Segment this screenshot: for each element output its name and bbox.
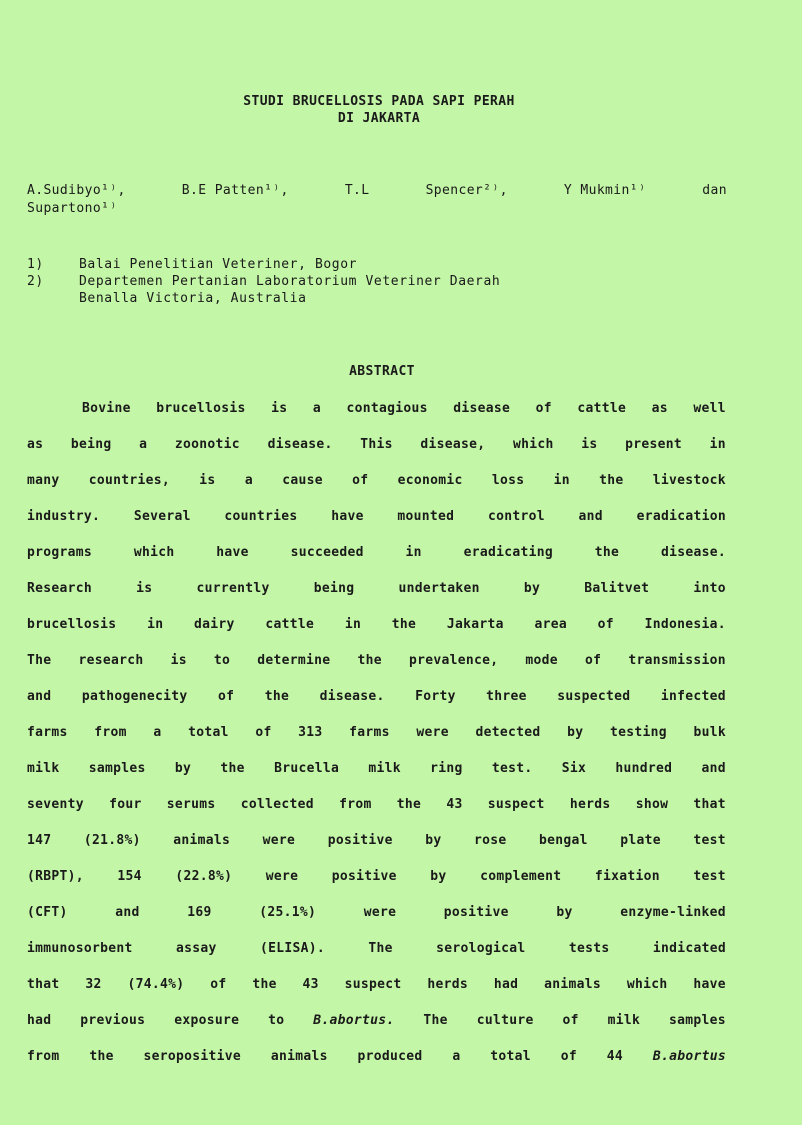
abstract-word: of — [217, 689, 235, 704]
abstract-line — [27, 869, 726, 884]
author-spencer-initials: T.L — [344, 183, 370, 198]
abstract-word: the — [594, 545, 620, 560]
abstract-word: test. — [491, 761, 533, 776]
abstract-word: of — [597, 617, 614, 632]
abstract-word: animals — [173, 833, 231, 848]
abstract-word: detected — [475, 725, 541, 740]
abstract-word: pathogenecity — [81, 689, 188, 704]
abstract-word: Research — [27, 581, 93, 596]
abstract-word: prevalence, — [408, 653, 499, 668]
abstract-word: Jakarta — [446, 617, 504, 632]
abstract-word: the — [357, 653, 382, 668]
abstract-word: 313 — [298, 725, 323, 740]
author-sudibyo: A.Sudibyo¹⁾, — [27, 183, 126, 198]
abstract-word: dairy — [194, 617, 235, 632]
abstract-line — [27, 509, 726, 524]
abstract-word: cattle — [577, 401, 627, 416]
abstract-word: well — [693, 401, 726, 416]
abstract-word: the — [89, 1049, 114, 1064]
abstract-word: is — [199, 473, 216, 488]
abstract-word: in — [147, 617, 164, 632]
abstract-word: samples — [669, 1013, 726, 1028]
abstract-word: as — [27, 437, 44, 452]
abstract-word: total — [188, 725, 229, 740]
abstract-word: and — [578, 509, 603, 524]
abstract-word: show — [635, 797, 669, 812]
abstract-word: Indonesia. — [644, 617, 726, 632]
abstract-word: were — [416, 725, 449, 740]
abstract-word: positive — [327, 833, 393, 848]
author-patten: B.E Patten¹⁾, — [181, 183, 289, 198]
abstract-word: herds — [427, 977, 469, 992]
abstract-word: brucellosis — [156, 401, 246, 416]
abstract-word: immunosorbent — [27, 941, 133, 956]
abstract-word: to — [213, 653, 231, 668]
abstract-word: (RBPT), — [27, 869, 84, 884]
abstract-word: (22.8%) — [175, 869, 233, 884]
abstract-word: plate — [620, 833, 661, 848]
abstract-word: Forty — [415, 689, 456, 704]
abstract-word: B.abortus — [652, 1049, 726, 1064]
abstract-word: disease — [453, 401, 511, 416]
abstract-word: testing — [609, 725, 667, 740]
abstract-word: positive — [443, 905, 509, 920]
abstract-word: (21.8%) — [83, 833, 141, 848]
abstract-word: of — [210, 977, 227, 992]
abstract-word: of — [560, 1049, 577, 1064]
affiliation-2 — [27, 274, 500, 289]
abstract-word: were — [262, 833, 296, 848]
abstract-word: (25.1%) — [259, 905, 317, 920]
abstract-word: serological — [436, 941, 526, 956]
abstract-word: by — [523, 581, 541, 596]
abstract-word: loss — [491, 473, 525, 488]
abstract-word: positive — [331, 869, 397, 884]
abstract-word: by — [556, 905, 573, 920]
abstract-word: is — [271, 401, 288, 416]
abstract-word: by — [174, 761, 192, 776]
abstract-word: have — [216, 545, 249, 560]
abstract-word: present — [625, 437, 683, 452]
abstract-word: assay — [176, 941, 217, 956]
abstract-word: 44 — [606, 1049, 624, 1064]
abstract-word: eradication — [636, 509, 726, 524]
abstract-word: had — [27, 1013, 52, 1028]
abstract-word: the — [220, 761, 245, 776]
abstract-word: suspect — [344, 977, 402, 992]
abstract-word: a — [244, 473, 253, 488]
abstract-word: milk — [607, 1013, 641, 1028]
abstract-word: have — [693, 977, 726, 992]
abstract-word: were — [363, 905, 397, 920]
abstract-line — [27, 653, 726, 668]
abstract-word: disease, — [420, 437, 486, 452]
abstract-word: of — [352, 473, 369, 488]
abstract-word: 43 — [446, 797, 463, 812]
paper-title-line-1: STUDI BRUCELLOSIS PADA SAPI PERAH — [243, 94, 515, 109]
abstract-word: being — [313, 581, 355, 596]
abstract-line — [27, 473, 726, 488]
abstract-word: being — [70, 437, 112, 452]
abstract-word: rose — [473, 833, 507, 848]
abstract-word: a — [312, 401, 322, 416]
abstract-word: This — [360, 437, 393, 452]
abstract-word: is — [136, 581, 153, 596]
abstract-word: is — [581, 437, 598, 452]
abstract-line — [27, 977, 726, 992]
abstract-word: disease. — [319, 689, 385, 704]
abstract-word: by — [430, 869, 447, 884]
abstract-word: suspect — [487, 797, 545, 812]
abstract-word: 169 — [187, 905, 212, 920]
paper-title-line-2: DI JAKARTA — [337, 111, 421, 126]
abstract-line — [27, 797, 726, 812]
abstract-word: undertaken — [398, 581, 480, 596]
abstract-word: seropositive — [143, 1049, 242, 1064]
abstract-word: economic — [397, 473, 463, 488]
abstract-word: transmission — [628, 653, 726, 668]
abstract-word: and — [27, 689, 52, 704]
abstract-word: previous — [80, 1013, 146, 1028]
abstract-line — [27, 581, 726, 596]
abstract-word: brucellosis — [27, 617, 117, 632]
abstract-word: test — [693, 833, 726, 848]
abstract-line — [27, 1013, 726, 1028]
abstract-word: which — [626, 977, 668, 992]
abstract-word: determine — [257, 653, 331, 668]
abstract-word: samples — [88, 761, 146, 776]
abstract-word: Brucella — [274, 761, 340, 776]
abstract-word: of — [535, 401, 552, 416]
abstract-word: from — [339, 797, 372, 812]
abstract-line — [27, 617, 726, 632]
abstract-word: four — [109, 797, 142, 812]
abstract-word: 147 — [27, 833, 52, 848]
abstract-word: area — [534, 617, 567, 632]
abstract-word: countries, — [88, 473, 171, 488]
abstract-word: is — [170, 653, 187, 668]
abstract-word: control — [487, 509, 545, 524]
abstract-word: serums — [166, 797, 216, 812]
abstract-word: Bovine — [82, 401, 131, 416]
abstract-line — [27, 545, 726, 560]
abstract-word: cattle — [265, 617, 315, 632]
affiliation-2-continued: Benalla Victoria, Australia — [79, 291, 307, 306]
author-spencer: Spencer²⁾, — [425, 183, 508, 198]
abstract-heading: ABSTRACT — [349, 364, 415, 379]
abstract-word: a — [452, 1049, 461, 1064]
abstract-word: by — [567, 725, 584, 740]
abstract-word: had — [493, 977, 519, 992]
abstract-word: (CFT) — [27, 905, 68, 920]
abstract-word: that — [27, 977, 60, 992]
abstract-line — [27, 1049, 726, 1064]
abstract-word: exposure — [174, 1013, 240, 1028]
abstract-word: produced — [357, 1049, 423, 1064]
abstract-word: total — [490, 1049, 531, 1064]
abstract-word: by — [425, 833, 442, 848]
abstract-word: in — [405, 545, 422, 560]
abstract-word: infected — [660, 689, 726, 704]
abstract-word: milk — [368, 761, 401, 776]
affiliation-1 — [27, 257, 357, 272]
abstract-word: ring — [430, 761, 463, 776]
abstract-word: of — [255, 725, 272, 740]
abstract-word: collected — [240, 797, 314, 812]
abstract-word: fixation — [594, 869, 660, 884]
abstract-word: disease. — [660, 545, 726, 560]
abstract-word: 43 — [302, 977, 319, 992]
abstract-word: three — [486, 689, 527, 704]
abstract-word: in — [344, 617, 362, 632]
abstract-word: seventy — [27, 797, 84, 812]
abstract-word: programs — [27, 545, 93, 560]
abstract-word: and — [701, 761, 726, 776]
abstract-word: that — [693, 797, 726, 812]
abstract-word: 32 — [85, 977, 102, 992]
abstract-word: The — [368, 941, 393, 956]
abstract-word: indicated — [652, 941, 726, 956]
affiliation-number: 1) — [27, 257, 44, 272]
abstract-word: research — [78, 653, 144, 668]
author-conjunction: dan — [702, 183, 727, 198]
abstract-word: (ELISA). — [259, 941, 325, 956]
abstract-word: The — [423, 1013, 448, 1028]
abstract-word: in — [553, 473, 570, 488]
abstract-word: Six — [561, 761, 587, 776]
authors-line-1 — [27, 183, 727, 198]
abstract-word: bulk — [693, 725, 726, 740]
abstract-word: were — [265, 869, 299, 884]
abstract-word: 154 — [117, 869, 142, 884]
abstract-word: Several — [133, 509, 191, 524]
abstract-word: which — [512, 437, 554, 452]
abstract-word: contagious — [346, 401, 428, 416]
affiliation-text: Departemen Pertanian Laboratorium Veteriner Daerah — [79, 274, 501, 289]
abstract-word: B.abortus. — [313, 1013, 395, 1028]
abstract-word: industry. — [27, 509, 101, 524]
abstract-word: culture — [476, 1013, 534, 1028]
abstract-word: in — [709, 437, 726, 452]
abstract-word: livestock — [652, 473, 726, 488]
abstract-word: as — [651, 401, 668, 416]
abstract-word: bengal — [538, 833, 588, 848]
abstract-word: the — [391, 617, 417, 632]
abstract-word: of — [585, 653, 602, 668]
abstract-word: disease. — [267, 437, 333, 452]
abstract-word: a — [153, 725, 162, 740]
abstract-word: many — [27, 473, 60, 488]
abstract-line — [27, 725, 726, 740]
author-mukmin: Y Mukmin¹⁾ — [563, 183, 647, 198]
abstract-word: milk — [27, 761, 60, 776]
abstract-word: eradicating — [463, 545, 553, 560]
abstract-word: cause — [282, 473, 323, 488]
abstract-word: from — [27, 1049, 60, 1064]
abstract-word: countries — [224, 509, 298, 524]
abstract-word: zoonotic — [174, 437, 240, 452]
affiliation-number: 2) — [27, 274, 44, 289]
abstract-word: farms — [27, 725, 68, 740]
abstract-word: the — [396, 797, 422, 812]
abstract-line — [82, 401, 726, 416]
abstract-word: test — [693, 869, 726, 884]
abstract-word: hundred — [615, 761, 673, 776]
abstract-word: suspected — [557, 689, 631, 704]
abstract-line — [27, 905, 726, 920]
abstract-word: the — [264, 689, 290, 704]
abstract-word: enzyme-linked — [620, 905, 726, 920]
abstract-word: the — [252, 977, 277, 992]
abstract-line — [27, 437, 726, 452]
abstract-word: mounted — [397, 509, 455, 524]
abstract-line — [27, 761, 726, 776]
abstract-word: animals — [270, 1049, 328, 1064]
abstract-word: (74.4%) — [127, 977, 185, 992]
abstract-word: herds — [569, 797, 611, 812]
abstract-word: from — [94, 725, 127, 740]
abstract-word: the — [599, 473, 624, 488]
affiliation-text: Balai Penelitian Veteriner, Bogor — [79, 257, 358, 272]
abstract-word: tests — [568, 941, 610, 956]
author-supartono: Supartono¹⁾ — [27, 201, 118, 216]
abstract-word: complement — [480, 869, 562, 884]
abstract-word: have — [331, 509, 364, 524]
abstract-word: currently — [196, 581, 270, 596]
abstract-word: and — [115, 905, 140, 920]
abstract-word: Balitvet — [584, 581, 650, 596]
abstract-word: farms — [349, 725, 390, 740]
abstract-word: mode — [525, 653, 558, 668]
abstract-word: a — [139, 437, 148, 452]
abstract-line — [27, 833, 726, 848]
abstract-word: which — [133, 545, 175, 560]
abstract-word: animals — [544, 977, 601, 992]
abstract-word: into — [693, 581, 726, 596]
abstract-word: succeeded — [290, 545, 364, 560]
abstract-word: of — [562, 1013, 579, 1028]
abstract-word: to — [268, 1013, 285, 1028]
abstract-line — [27, 689, 726, 704]
abstract-word: The — [27, 653, 52, 668]
abstract-line — [27, 941, 726, 956]
